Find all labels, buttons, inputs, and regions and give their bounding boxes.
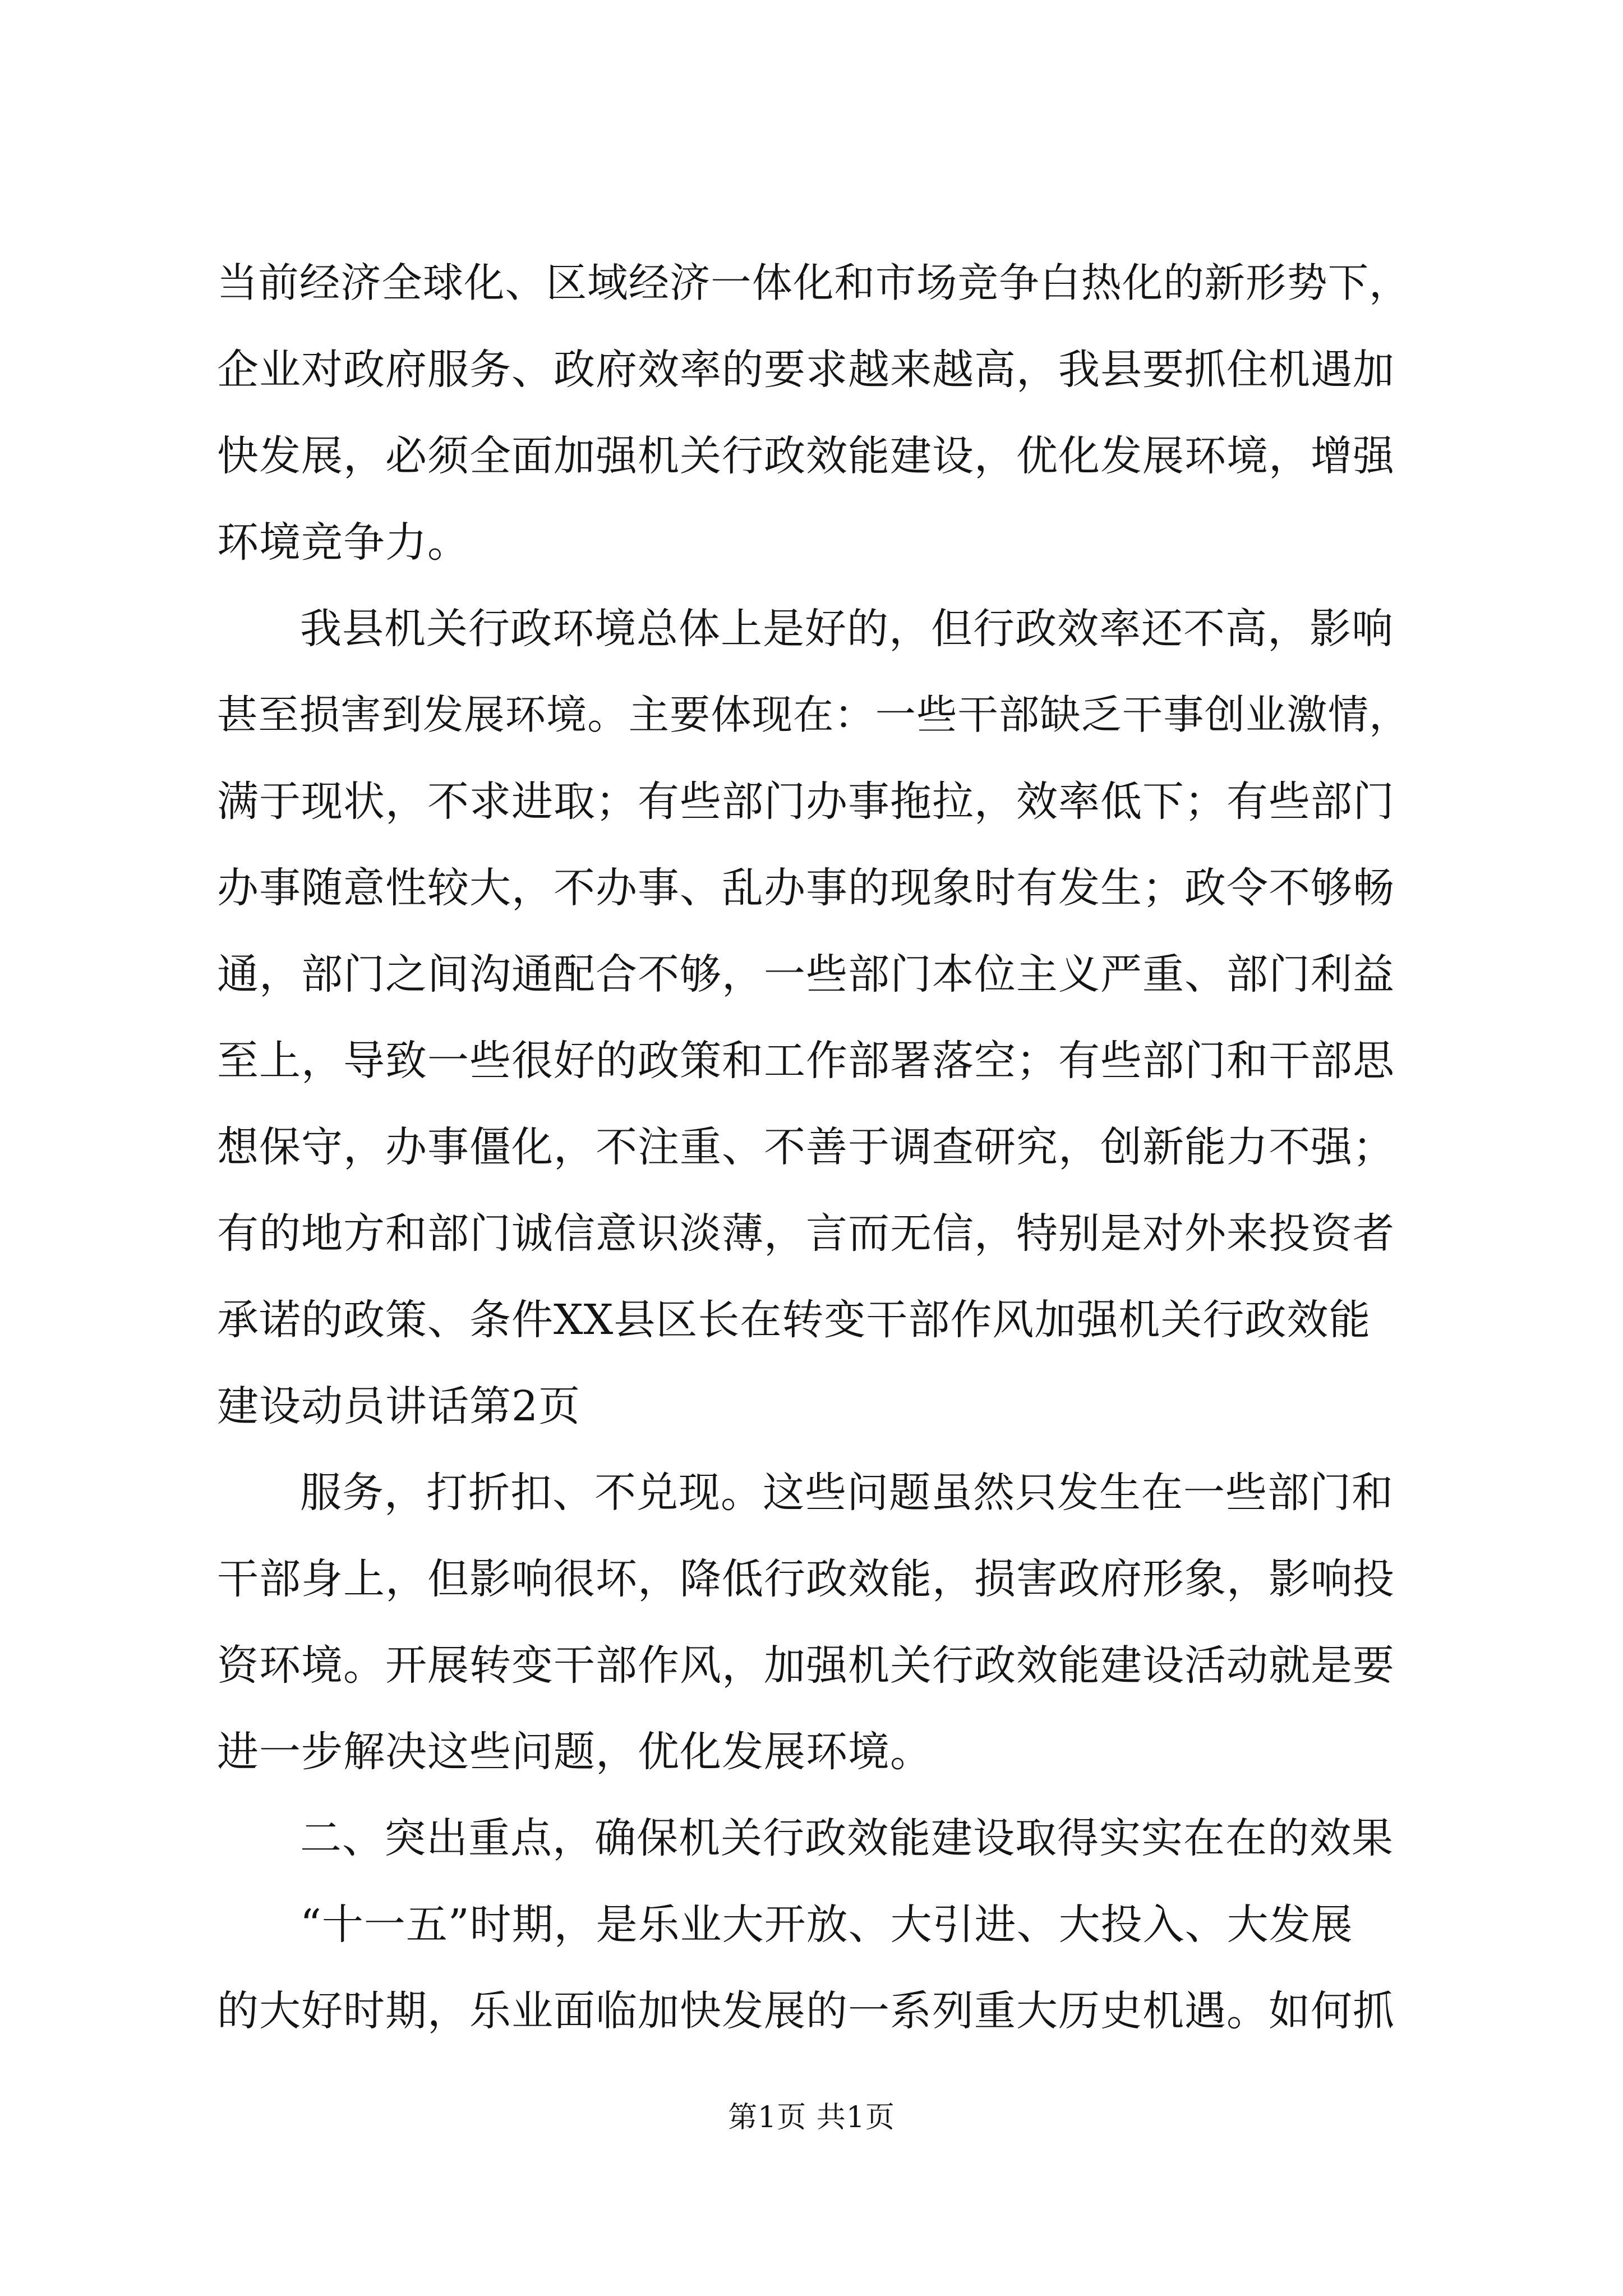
text-line-8: 办事随意性较大，不办事、乱办事的现象时有发生；政令不够畅 xyxy=(217,864,1395,912)
text-line-14: 建设动员讲话第2页 xyxy=(217,1382,581,1430)
text-line-6: 甚至损害到发展环境。主要体现在：一些干部缺乏干事创业激情， xyxy=(217,692,1410,739)
text-line-16: 干部身上，但影响很坏，降低行政效能，损害政府形象，影响投 xyxy=(217,1555,1395,1603)
page-footer: 第1页 共1页 xyxy=(728,2101,895,2134)
text-line-17: 资环境。开展转变干部作风，加强机关行政效能建设活动就是要 xyxy=(217,1641,1395,1690)
text-line-9: 通，部门之间沟通配合不够，一些部门本位主义严重、部门利益 xyxy=(217,950,1395,999)
text-line-7: 满于现状，不求进取；有些部门办事拖拉，效率低下；有些部门 xyxy=(217,777,1395,826)
text-line-5: 我县机关行政环境总体上是好的，但行政效率还不高，影响 xyxy=(300,605,1394,653)
text-line-20: “十一五”时期，是乐业大开放、大引进、大投入、大发展 xyxy=(300,1901,1353,1949)
text-line-11: 想保守，办事僵化，不注重、不善于调查研究，创新能力不强； xyxy=(217,1123,1395,1171)
text-line-15: 服务，打折扣、不兑现。这些问题虽然只发生在一些部门和 xyxy=(300,1469,1394,1517)
text-line-21: 的大好时期，乐业面临加快发展的一系列重大历史机遇。如何抓 xyxy=(217,1987,1395,2035)
text-line-1: 当前经济全球化、区域经济一体化和市场竞争白热化的新形势下， xyxy=(217,260,1410,307)
text-line-4: 环境竞争力。 xyxy=(217,518,469,567)
text-line-2: 企业对政府服务、政府效率的要求越来越高，我县要抓住机遇加 xyxy=(217,346,1395,394)
text-line-12: 有的地方和部门诚信意识淡薄，言而无信，特别是对外来投资者 xyxy=(217,1209,1395,1258)
text-line-10: 至上，导致一些很好的政策和工作部署落空；有些部门和干部思 xyxy=(217,1037,1395,1085)
section-heading: 二、突出重点，确保机关行政效能建设取得实实在在的效果 xyxy=(300,1814,1394,1862)
text-line-13: 承诺的政策、条件XX县区长在转变干部作风加强机关行政效能 xyxy=(217,1296,1371,1344)
text-line-18: 进一步解决这些问题，优化发展环境。 xyxy=(217,1728,932,1776)
text-line-3: 快发展，必须全面加强机关行政效能建设，优化发展环境，增强 xyxy=(217,432,1395,480)
